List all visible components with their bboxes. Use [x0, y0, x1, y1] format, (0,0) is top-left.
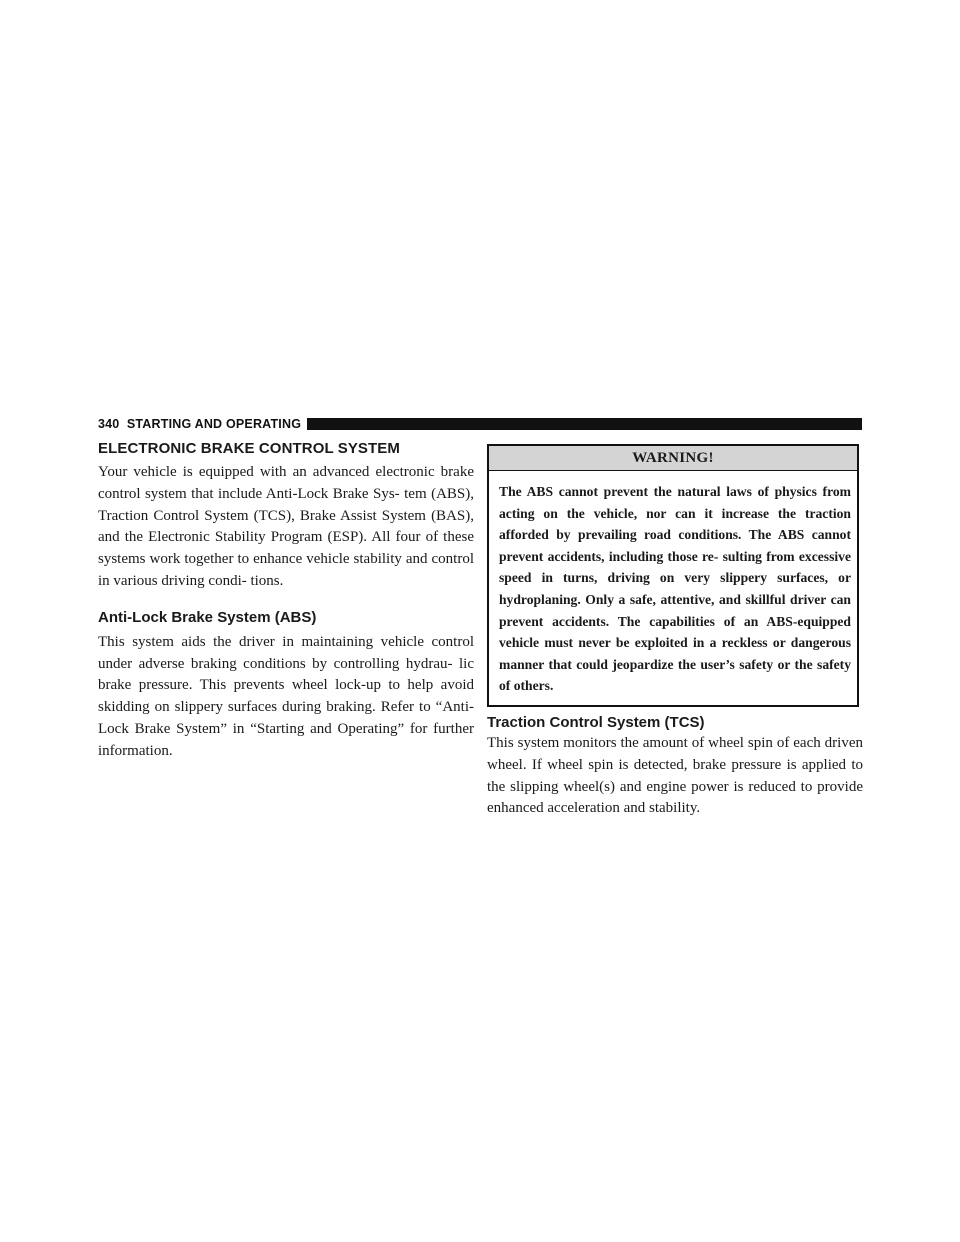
warning-box [487, 444, 859, 707]
abs-title: Anti-Lock Brake System (ABS) [98, 608, 317, 626]
tcs-title: Traction Control System (TCS) [487, 713, 705, 731]
abs-paragraph: This system aids the driver in maintaining vehicle control under adverse braking conditions by controlling hydrau- lic brake pressure. This prevents wheel lock-up to help avoid skidding on slippery surfaces during braking. Refer to “Anti-Lock Brake System” in “Starting and Operating” for further information. [98, 633, 474, 759]
page-number: 340 [98, 417, 120, 431]
page-header [98, 416, 862, 432]
warning-title: WARNING! [489, 446, 857, 471]
chapter-title: STARTING AND OPERATING [126, 417, 302, 431]
header-rule [307, 418, 862, 430]
page-header-text [98, 417, 307, 431]
right-column [487, 440, 863, 820]
left-column [98, 440, 474, 763]
tcs-paragraph: This system monitors the amount of wheel spin of each driven wheel. If wheel spin is detected, brake pressure is applied to the slipping wheel(s) and engine power is reduced to provide enhanced acceleration and stability. [487, 734, 863, 817]
intro-paragraph: Your vehicle is equipped with an advanced electronic brake control system that include Anti-Lock Brake Sys- tem (ABS), Traction Control System (TCS), Brake Assist System (BAS), and the Electronic Stability Program (ESP). All four of these systems work together to enhance vehicle stability and control in various driving condi- tions. [98, 464, 474, 589]
section-title: ELECTRONIC BRAKE CONTROL SYSTEM [98, 440, 401, 457]
warning-text: The ABS cannot prevent the natural laws of physics from acting on the vehicle, nor can it increase the traction afforded by prevailing road conditions. The ABS cannot prevent accidents, including those re- sulting from excessive speed in turns, driving on very slippery surfaces, or hydroplaning. Only a safe, attentive, and skillful driver can prevent accidents. The capabilities of an ABS-equipped vehicle must never be exploited in a reckless or dangerous manner that could jeopardize the user’s safety or the safety of others. [499, 484, 851, 694]
